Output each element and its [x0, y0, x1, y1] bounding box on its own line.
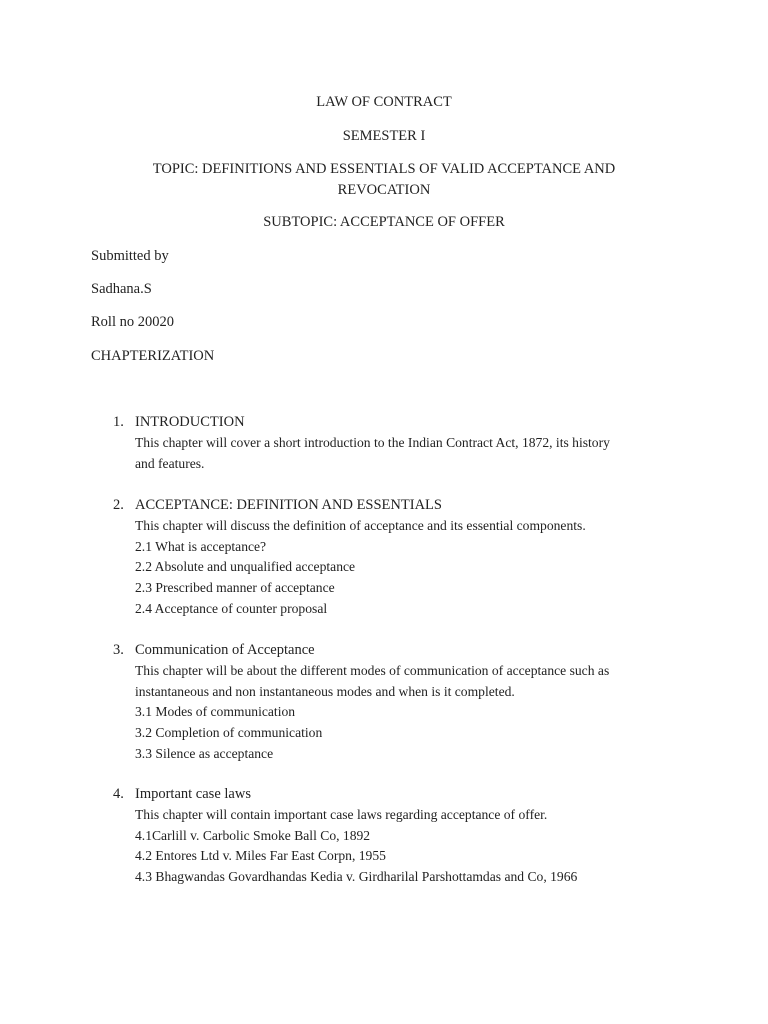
chapterization-heading: CHAPTERIZATION — [91, 348, 215, 364]
chapter-line: 2.4 Acceptance of counter proposal — [135, 600, 328, 616]
document-title: LAW OF CONTRACT — [316, 94, 452, 110]
chapter-heading: ACCEPTANCE: DEFINITION AND ESSENTIALS — [135, 497, 442, 513]
chapter-line: This chapter will contain important case laws regarding acceptance of offer. — [135, 807, 548, 822]
chapter-heading: Communication of Acceptance — [135, 642, 315, 658]
chapter-line: 2.2 Absolute and unqualified acceptance — [135, 559, 356, 575]
chapter-body — [135, 784, 675, 888]
chapter-line: and features. — [135, 455, 205, 471]
chapter-number: 4. — [113, 786, 124, 802]
chapter-heading: Important case laws — [135, 786, 251, 802]
subtopic-label: SUBTOPIC: ACCEPTANCE OF OFFER — [263, 214, 505, 230]
chapter-line: 4.1Carlill v. Carbolic Smoke Ball Co, 1892 — [135, 827, 371, 843]
chapter-number: 2. — [113, 497, 124, 513]
chapter-line: 4.2 Entores Ltd v. Miles Far East Corpn, 1955 — [135, 848, 386, 864]
author-name: Sadhana.S — [91, 281, 152, 297]
submitted-by-label: Submitted by — [91, 248, 169, 264]
topic-line-1: TOPIC: DEFINITIONS AND ESSENTIALS OF VALID ACCEPTANCE AND — [152, 161, 616, 177]
topic-line-2: REVOCATION — [337, 182, 431, 198]
chapter-line: This chapter will cover a short introduction to the Indian Contract Act, 1872, its history — [135, 435, 610, 450]
roll-number: Roll no 20020 — [91, 314, 174, 330]
chapter-number: 3. — [113, 642, 124, 658]
chapter-body — [135, 495, 675, 620]
chapter-line: This chapter will be about the different modes of communication of acceptance such as — [135, 663, 610, 678]
chapter-line: 2.3 Prescribed manner of acceptance — [135, 580, 335, 596]
chapter-line: 2.1 What is acceptance? — [135, 538, 267, 554]
chapter-line: 3.3 Silence as acceptance — [135, 745, 274, 761]
chapter-body — [135, 412, 675, 474]
chapter-line: instantaneous and non instantaneous modes and when is it completed. — [135, 683, 515, 699]
chapter-body — [135, 640, 675, 765]
chapter-line: 3.2 Completion of communication — [135, 725, 323, 741]
semester-label: SEMESTER I — [342, 128, 426, 144]
chapter-line: This chapter will discuss the definition of acceptance and its essential components. — [135, 518, 586, 533]
chapter-number: 1. — [113, 414, 124, 430]
chapter-heading: INTRODUCTION — [135, 414, 245, 430]
chapter-line: 4.3 Bhagwandas Govardhandas Kedia v. Girdharilal Parshottamdas and Co, 1966 — [135, 869, 578, 885]
chapter-line: 3.1 Modes of communication — [135, 704, 296, 720]
